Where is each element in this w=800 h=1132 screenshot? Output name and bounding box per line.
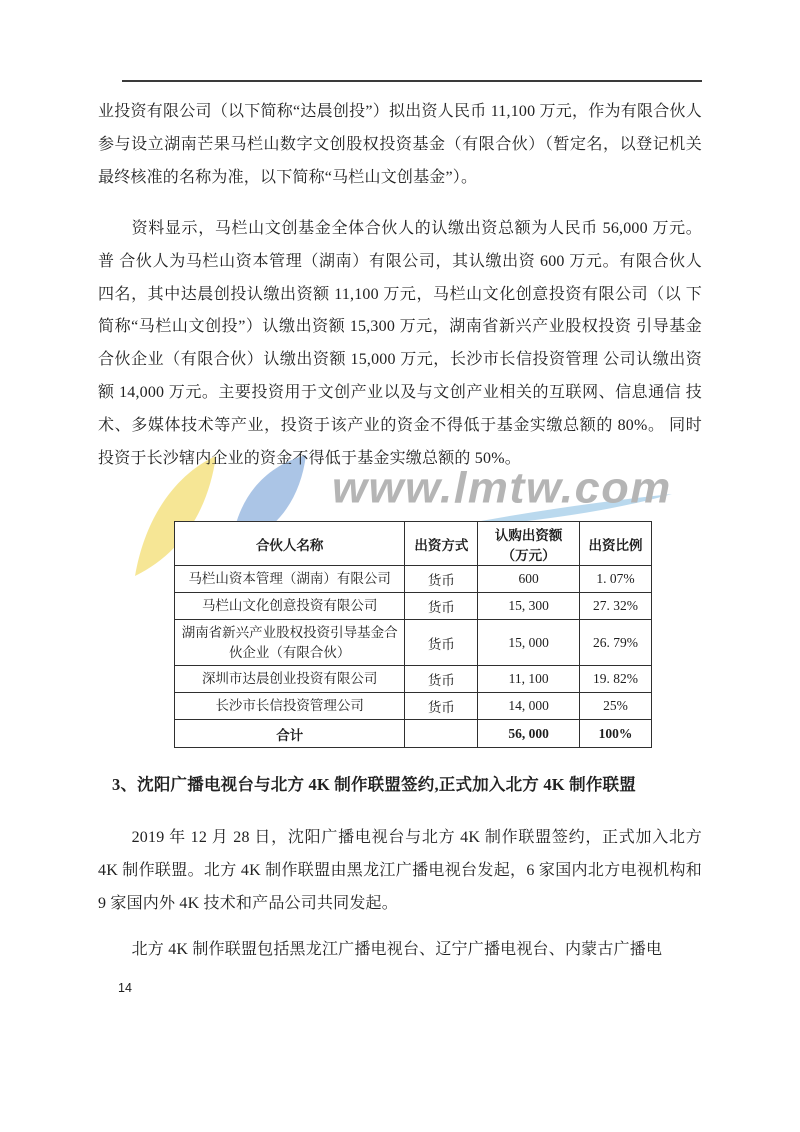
method-cell: 货币 (405, 693, 478, 720)
partner-name-cell: 长沙市长信投资管理公司 (175, 693, 405, 720)
table-row (175, 666, 652, 693)
table-total-row (175, 720, 652, 748)
header-method: 出资方式 (405, 522, 478, 566)
table-row (175, 566, 652, 593)
header-ratio: 出资比例 (579, 522, 651, 566)
table-header-row (175, 522, 652, 566)
ratio-cell: 19. 82% (579, 666, 651, 693)
header-amount-unit: （万元） (501, 547, 556, 563)
ratio-cell: 1. 07% (579, 566, 651, 593)
page-number: 14 (118, 981, 132, 995)
watermark-text: www.lmtw.com (332, 463, 672, 512)
total-label-cell: 合计 (175, 720, 405, 748)
table-row (175, 620, 652, 666)
total-amount-cell: 56, 000 (478, 720, 580, 748)
ratio-cell: 27. 32% (579, 593, 651, 620)
partner-name-cell: 马栏山资本管理（湖南）有限公司 (175, 566, 405, 593)
table-row (175, 693, 652, 720)
amount-cell: 11, 100 (478, 666, 580, 693)
amount-cell: 15, 000 (478, 620, 580, 666)
section-heading: 3、沈阳广播电视台与北方 4K 制作联盟签约,正式加入北方 4K 制作联盟 (112, 775, 636, 794)
partner-name-cell: 深圳市达晨创业投资有限公司 (175, 666, 405, 693)
header-amount (478, 522, 580, 566)
total-ratio-cell: 100% (579, 720, 651, 748)
partners-contribution-table (174, 521, 652, 748)
method-cell: 货币 (405, 620, 478, 666)
paragraph-fund-details: 资料显示，马栏山文创基金全体合伙人的认缴出资总额为人民币 56,000 万元。普 合伙人为马栏山资本管理（湖南）有限公司，其认缴出资 600 万元。有限合伙人 四名，其中达晨创投认缴出资额 11,100 万元，马栏山文化创意投资有限公司（以 下简称“马栏山文创投”）认缴出资额 15,300 万元，湖南省新兴产业股权投资 引导基金合伙企业（有限合伙）认缴出资额 15,000 万元，长沙市长信投资管理 公司认缴出资额 14,000 万元。主要投资用于文创产业以及与文创产业相关的互联网、信息通信 技术、多媒体技术等产业，投资于该产业的资金不得低于基金实缴总额的 80%。 同时投资于长沙辖内企业的资金不得低于基金实缴总额的 50%。 (98, 220, 702, 467)
paragraph-4k-alliance-signing: 2019 年 12 月 28 日，沈阳广播电视台与北方 4K 制作联盟签约，正式加入北方 4K 制作联盟。北方 4K 制作联盟由黑龙江广播电视台发起，6 家国内北方电视机构和 9 家国内外 4K 技术和产品公司共同发起。 (98, 829, 702, 912)
method-cell: 货币 (405, 593, 478, 620)
ratio-cell: 25% (579, 693, 651, 720)
header-rule (122, 80, 702, 82)
header-partner-name: 合伙人名称 (175, 522, 405, 566)
amount-cell: 15, 300 (478, 593, 580, 620)
amount-cell: 600 (478, 566, 580, 593)
partner-name-cell: 马栏山文化创意投资有限公司 (175, 593, 405, 620)
method-cell: 货币 (405, 666, 478, 693)
header-amount-title: 认购出资额 (494, 527, 563, 543)
total-method-cell (405, 720, 478, 748)
method-cell: 货币 (405, 566, 478, 593)
paragraph-4k-alliance-members: 北方 4K 制作联盟包括黑龙江广播电视台、辽宁广播电视台、内蒙古广播电 (131, 941, 663, 958)
table-row (175, 593, 652, 620)
partner-name-cell: 湖南省新兴产业股权投资引导基金合伙企业（有限合伙） (175, 620, 405, 666)
amount-cell: 14, 000 (478, 693, 580, 720)
paragraph-fund-setup: 业投资有限公司（以下简称“达晨创投”）拟出资人民币 11,100 万元，作为有限合伙人参与设立湖南芒果马栏山数字文创股权投资基金（有限合伙）（暂定名，以登记机关最终核准的名称为准，以下简称“马栏山文创基金”）。 (98, 103, 702, 186)
ratio-cell: 26. 79% (579, 620, 651, 666)
